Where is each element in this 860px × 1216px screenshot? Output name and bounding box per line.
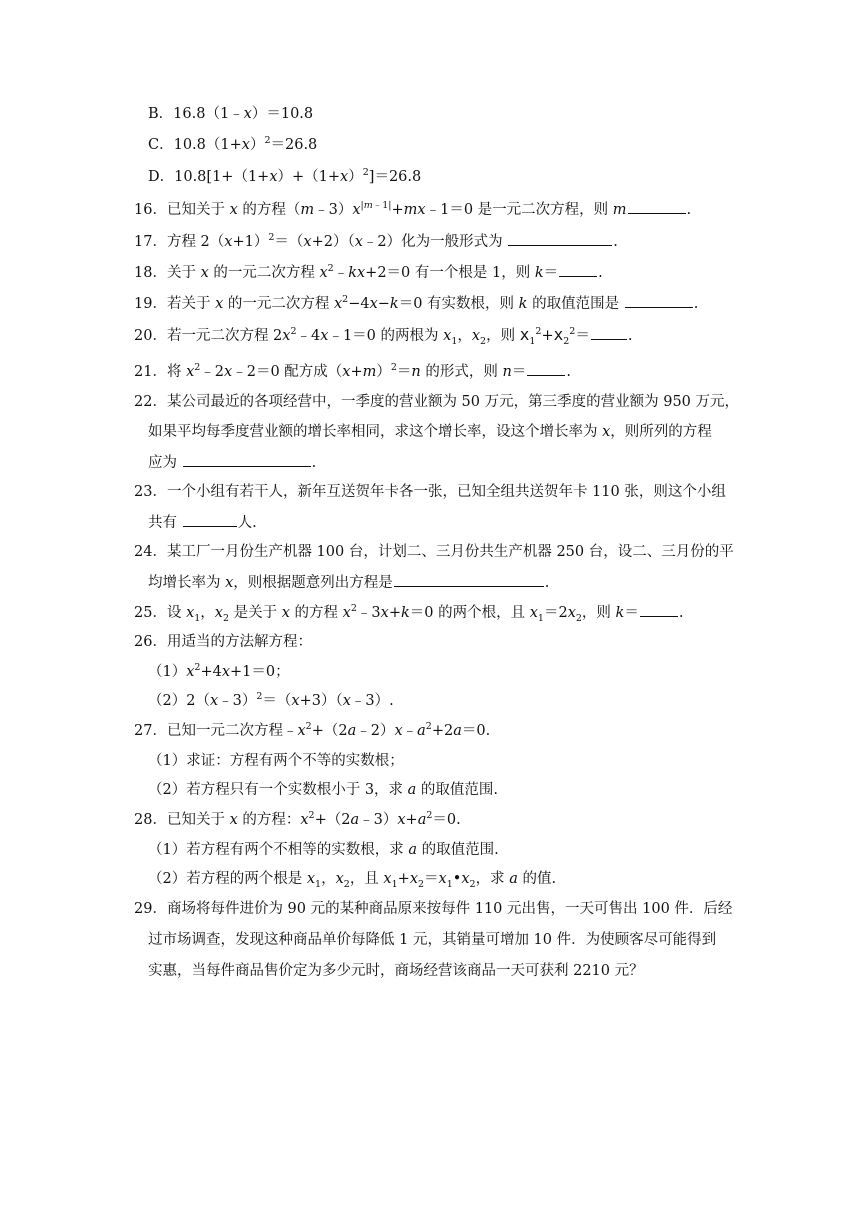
question-16: 16．已知关于 x 的方程$(m﹣3)x^{|m﹣1|}+mx﹣1=0$ 是一元二次方程，则 m . (134, 200, 692, 218)
question-17: 17．方程 $2(x+1)^2=(x+2)(x﹣2)$化为一般形式为 . (134, 232, 618, 250)
question-20: 20．若一元二次方程 $2x^2﹣4x﹣1=0$ 的两根为 $x_1$，$x_2$，则 $x_1^2+x_2^2=$ . (134, 325, 633, 347)
question-22-line2: 如果平均每季度营业额的增长率相同，求这个增长率，设这个增长率为 x，则所列的方程 (148, 424, 712, 440)
question-24-line2: 均增长率为 x，则根据题意列出方程是 . (148, 572, 549, 593)
question-27: 27．已知一元二次方程$﹣x^2+(2a﹣2)x﹣a^2+2a=0$. (134, 721, 491, 739)
question-22-line1: 22．某公司最近的各项经营中，一季度的营业额为 50 万元，第三季度的营业额为 950 万元， (134, 394, 740, 410)
question-18: 18．关于 x 的一元二次方程 $x^2﹣kx+2=0$ 有一个根是 1，则 k＝ . (134, 263, 603, 281)
option-c: C．$10.8(1+x)^2=26.8$ (148, 135, 318, 153)
question-28: 28．已知关于 x 的方程：$x^2+(2a﹣3)x+a^2=0$. (134, 810, 461, 828)
question-28-part2: （2）若方程的两个根是 $x_1$，$x_2$，且 $x_1+x_2=x_1•x_2$，求 a 的值. (148, 871, 557, 890)
question-25: 25．设 $x_1$，$x_2$ 是关于 x 的方程 $x^2﹣3x+k=0$ 的两个根，且 $x_1=2x_2$，则 k＝ . (134, 603, 684, 624)
option-d: D．$10.8[1+(1+x)+(1+x)^2]=26.8$ (148, 167, 422, 185)
question-27-part2: （2）若方程只有一个实数根小于 3，求 a 的取值范围. (148, 782, 499, 798)
question-29-line3: 实惠，当每件商品售价定为多少元时，商场经营该商品一天可获利 2210 元？ (148, 963, 644, 979)
option-b: B．16.8（1﹣x）＝10.8 (148, 106, 314, 122)
question-26: 26．用适当的方法解方程： (134, 634, 312, 650)
question-22-line3: 应为 . (148, 452, 316, 473)
question-27-part1: （1）求证：方程有两个不等的实数根； (148, 753, 404, 769)
question-26-part1: $(1)x^2+4x+1=0$； (148, 662, 290, 680)
question-29-line1: 29．商场将每件进价为 90 元的某种商品原来按每件 110 元出售，一天可售出 100 件．后经 (134, 901, 733, 917)
question-26-part2: （2）2（x﹣3）$^2$＝（x+3）（x﹣3）. (148, 691, 394, 709)
question-23-line1: 23．一个小组有若干人，新年互送贺年卡各一张，已知全组共送贺年卡 110 张，则这个小组 (134, 484, 726, 500)
question-28-part1: （1）若方程有两个不相等的实数根，求 a 的取值范围. (148, 842, 499, 858)
question-23-line2: 共有 人. (148, 512, 257, 533)
question-19: 19．若关于 x 的一元二次方程 $x^2-4x-k=0$ 有实数根，则 k 的取值范围是 . (134, 294, 699, 312)
question-29-line2: 过市场调查，发现这种商品单价每降低 1 元，其销量可增加 10 件．为使顾客尽可能得到 (148, 932, 717, 948)
question-21: 21．将 $x^2﹣2x﹣2=0$ 配方成$(x+m)^2=n$ 的形式，则 n＝ . (134, 362, 571, 380)
question-24-line1: 24．某工厂一月份生产机器 100 台，计划二、三月份共生产机器 250 台，设二、三月份的平 (134, 544, 734, 560)
